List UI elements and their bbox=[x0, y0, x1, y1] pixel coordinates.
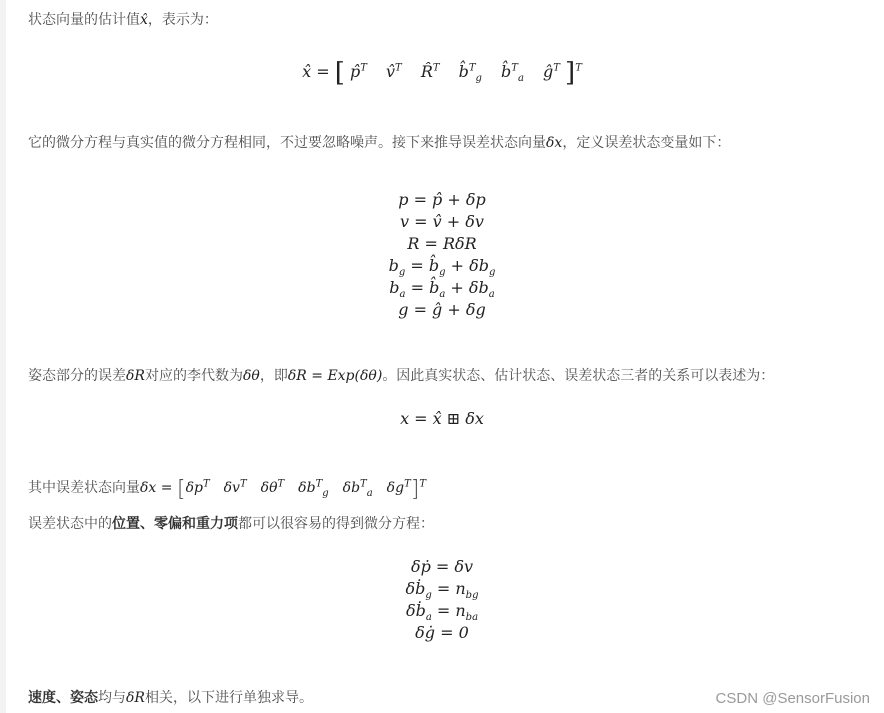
right-bracket: ] bbox=[565, 58, 576, 88]
eq-dba-dot: δḃ$_a$ = $n_{ba}$ bbox=[405, 601, 479, 624]
p6-bold: 速度、姿态 bbox=[28, 690, 98, 706]
p4-lhs: δx = bbox=[140, 480, 173, 496]
p2-text: 它的微分方程与真实值的微分方程相同，不过要忽略噪声。接下来推导误差状态向量 bbox=[28, 135, 546, 151]
p4-text: 其中误差状态向量 bbox=[28, 480, 140, 496]
eq-g: g = ĝ + δg bbox=[398, 300, 486, 319]
error-vector-paragraph bbox=[28, 476, 426, 502]
symbol-delta-R: δR bbox=[126, 368, 145, 384]
eq1-item-v: v̂$^T$ bbox=[386, 62, 402, 81]
eq-dg-dot: δġ = 0 bbox=[415, 623, 469, 642]
p4-outer-transpose: T bbox=[419, 478, 426, 490]
eq1-item-R: R̂$^T$ bbox=[420, 62, 440, 81]
intro-text: 状态向量的估计值 bbox=[28, 12, 140, 28]
error-state-paragraph bbox=[28, 133, 730, 153]
p3-text-4: 。因此真实状态、估计状态、误差状态三者的关系可以表述为： bbox=[382, 368, 775, 384]
symbol-x-hat: x̂ bbox=[140, 12, 148, 28]
symbol-delta-x: δx bbox=[546, 135, 563, 151]
p3-text-3: ，即 bbox=[259, 368, 288, 384]
p5-bold: 位置、零偏和重力项 bbox=[112, 516, 238, 532]
eq-v: v = v̂ + δv bbox=[400, 212, 484, 231]
p6-text-2: 相关，以下进行单独求导。 bbox=[144, 690, 313, 706]
eq-bg: $b_g$ = $b̂_g + \delta b_g$ bbox=[388, 256, 496, 279]
left-bracket: [ bbox=[334, 58, 345, 88]
p5-text-1: 误差状态中的 bbox=[28, 516, 112, 532]
symbol-delta-theta: δθ bbox=[242, 368, 260, 384]
p3-text-1: 姿态部分的误差 bbox=[28, 368, 126, 384]
intro-paragraph bbox=[28, 10, 218, 30]
p5-text-2: 都可以很容易的得到微分方程： bbox=[238, 516, 434, 532]
p4-item-v: $\delta v^T$ bbox=[223, 478, 247, 496]
p4-item-ba: $\delta b^T_a$ bbox=[342, 478, 373, 499]
p4-left-bracket: [ bbox=[176, 477, 186, 502]
eq-ba: $b_a$ = $b̂_a + \delta b_a$ bbox=[389, 278, 495, 301]
eq-R: R = RδR bbox=[407, 234, 477, 253]
p6-symbol-delta-R: δR bbox=[126, 690, 145, 706]
p4-item-theta: $\delta\theta^T$ bbox=[260, 478, 285, 496]
p4-right-bracket: ] bbox=[410, 477, 420, 502]
p4-item-bg: $\delta b^T_g$ bbox=[298, 478, 329, 499]
velocity-attitude-paragraph bbox=[28, 688, 313, 708]
state-vector-equation bbox=[0, 58, 884, 88]
symbol-exp-relation: δR = Exp(δθ) bbox=[287, 368, 383, 384]
csdn-watermark: CSDN @SensorFusion bbox=[715, 690, 870, 707]
eq1-item-p: p̂$^T$ bbox=[349, 62, 367, 81]
p2-suffix: ，定义误差状态变量如下： bbox=[562, 135, 731, 151]
p4-item-p: $\delta p^T$ bbox=[185, 478, 210, 496]
eq3-content: x = x̂ ⊞ δx bbox=[400, 409, 484, 428]
derivative-paragraph bbox=[28, 514, 434, 534]
eq-dp-dot: δṗ = δv bbox=[410, 557, 474, 576]
p6-text-1: 均与 bbox=[98, 690, 126, 706]
p4-item-g: $\delta g^T$ bbox=[386, 478, 411, 496]
intro-suffix: ，表示为： bbox=[147, 12, 218, 28]
attitude-paragraph bbox=[28, 366, 774, 386]
eq-dbg-dot: δḃ$_g$ = $n_{bg}$ bbox=[405, 579, 479, 602]
eq1-item-bg: b̂$^T_g$ bbox=[458, 62, 482, 85]
eq1-lhs: x̂ = bbox=[302, 62, 330, 81]
p3-text-2: 对应的李代数为 bbox=[144, 368, 243, 384]
eq-p: p = p̂ + δp bbox=[398, 190, 486, 209]
boxplus-equation bbox=[0, 408, 884, 430]
eq1-item-ba: b̂$^T_a$ bbox=[501, 62, 524, 85]
eq1-item-g: $ĝ^T$ bbox=[543, 62, 560, 81]
error-state-definitions bbox=[0, 189, 884, 321]
eq1-outer-transpose: T bbox=[575, 62, 582, 74]
derivative-equations bbox=[0, 556, 884, 644]
